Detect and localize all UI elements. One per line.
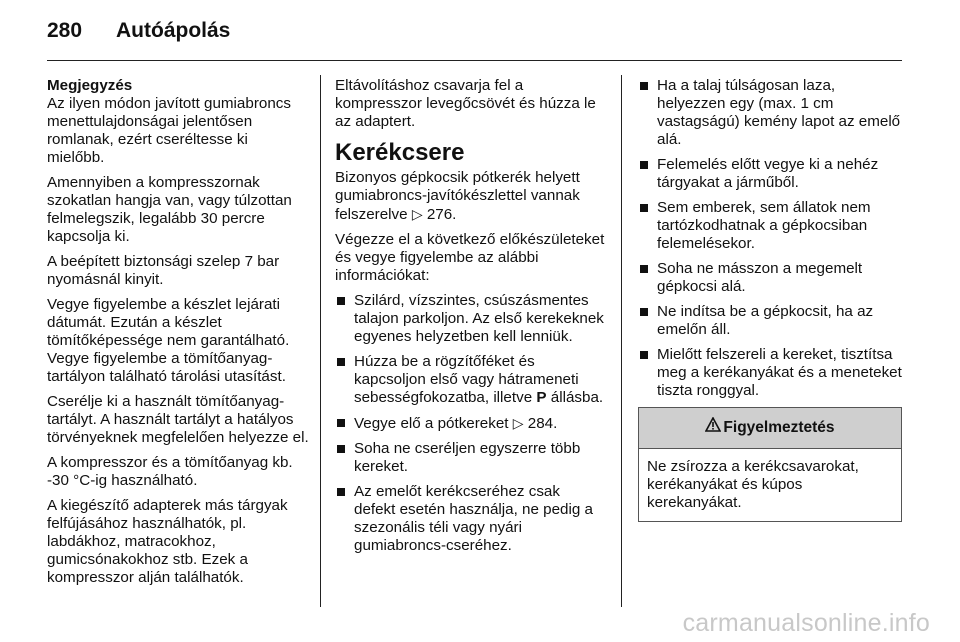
paragraph: Cserélje ki a használt tömítőanyag-tartályt. A használt tartályt a hatályos törvényeknek megfelelően helyezze el. (47, 393, 309, 446)
paragraph: Amennyiben a kompresszornak szokatlan hangja van, vagy túlzottan felmelegszik, legalább 30 percre kapcsolja ki. (47, 174, 292, 245)
paragraph: A beépített biztonsági szelep 7 bar nyomásnál kinyit. (47, 253, 280, 288)
column-middle (335, 77, 605, 562)
list-item: Mielőtt felszereli a kereket, tisztítsa meg a kerékanyákat és a meneteket tiszta ronggyal. (638, 346, 906, 400)
gear-position-label: P (536, 389, 547, 406)
list-item (335, 353, 605, 407)
list-item-text: Vegye elő a pótkereket (354, 415, 509, 432)
paragraph: A kompresszor és a tömítőanyag kb. -30 °C-ig használható. (47, 454, 293, 489)
warning-title: Figyelmeztetés (723, 419, 835, 437)
list-item: Soha ne másszon a megemelt gépkocsi alá. (638, 260, 906, 296)
warning-text: Ne zsírozza a kerékcsavarokat, kerékanyákat és kúpos kerekanyákat. (647, 458, 859, 511)
list-item: Soha ne cseréljen egyszerre több kereket. (335, 440, 605, 476)
watermark: carmanualsonline.info (682, 609, 930, 637)
page-title: Autóápolás (116, 19, 231, 42)
section-heading: Kerékcsere (335, 139, 465, 166)
triangle-reference-icon: ▷ (411, 206, 423, 222)
note-heading: Megjegyzés (47, 77, 133, 94)
page-number: 280 (47, 19, 83, 42)
list-item: Ne indítsa be a gépkocsit, ha az emelőn áll. (638, 303, 906, 339)
list-item: Az emelőt kerékcseréhez csak defekt esetén használja, ne pedig a szezonális téli vagy nyári gumiabroncs-cseréhez. (335, 483, 605, 555)
list-item: Sem emberek, sem állatok nem tartózkodhatnak a gépkocsiban felemelésekor. (638, 199, 906, 253)
warning-box (638, 407, 902, 522)
list-item-text: állásba. (550, 389, 604, 406)
instruction-list (638, 77, 906, 400)
column-left (47, 77, 309, 594)
paragraph: Vegye figyelembe a készlet lejárati dátumát. Ezután a készlet tömítőképessége nem garantálható. Vegye figyelembe a tömítőanyag-tartályon található tárolási utasítást. (47, 296, 290, 385)
column-right (638, 77, 906, 522)
paragraph-text: Bizonyos gépkocsik pótkerék helyett gumiabroncs-javítókészlettel vannak felszerelve (335, 169, 580, 223)
paragraph: A kiegészítő adapterek más tárgyak felfújásához használhatók, pl. labdákhoz, matracokhoz, gumicsónakokhoz stb. Ezek a kompresszor alján találhatók. (47, 497, 288, 586)
list-item: Felemelés előtt vegye ki a nehéz tárgyakat a járműből. (638, 156, 906, 192)
list-item: Szilárd, vízszintes, csúszásmentes talajon parkoljon. Az első kerekeknek egyenes helyzetben kell lenniük. (335, 292, 605, 346)
page-reference[interactable]: 276. (426, 206, 457, 223)
page-header (0, 0, 960, 58)
list-item (335, 414, 605, 433)
triangle-reference-icon: ▷ (512, 415, 524, 431)
header-rule (47, 60, 902, 61)
instruction-list (335, 292, 605, 555)
paragraph: Eltávolításhoz csavarja fel a kompresszor levegőcsövét és húzza le az adaptert. (335, 77, 596, 130)
column-divider (320, 75, 321, 607)
paragraph (335, 169, 605, 224)
list-item-text: Húzza be a rögzítőféket és kapcsoljon első vagy hátrameneti sebességfokozatba, illetve (354, 353, 579, 406)
paragraph: Végezze el a következő előkészületeket és vegye figyelembe az alábbi információkat: (335, 231, 605, 284)
warning-triangle-icon (705, 408, 721, 448)
column-divider (621, 75, 622, 607)
page-reference[interactable]: 284. (527, 415, 558, 432)
list-item: Ha a talaj túlságosan laza, helyezzen egy (max. 1 cm vastagságú) kemény lapot az emelő alá. (638, 77, 906, 149)
warning-header (639, 408, 901, 449)
warning-body (639, 449, 901, 521)
paragraph: Az ilyen módon javított gumiabroncs menettulajdonságai jelentősen romlanak, ezért cseréltesse ki mielőbb. (47, 95, 291, 166)
